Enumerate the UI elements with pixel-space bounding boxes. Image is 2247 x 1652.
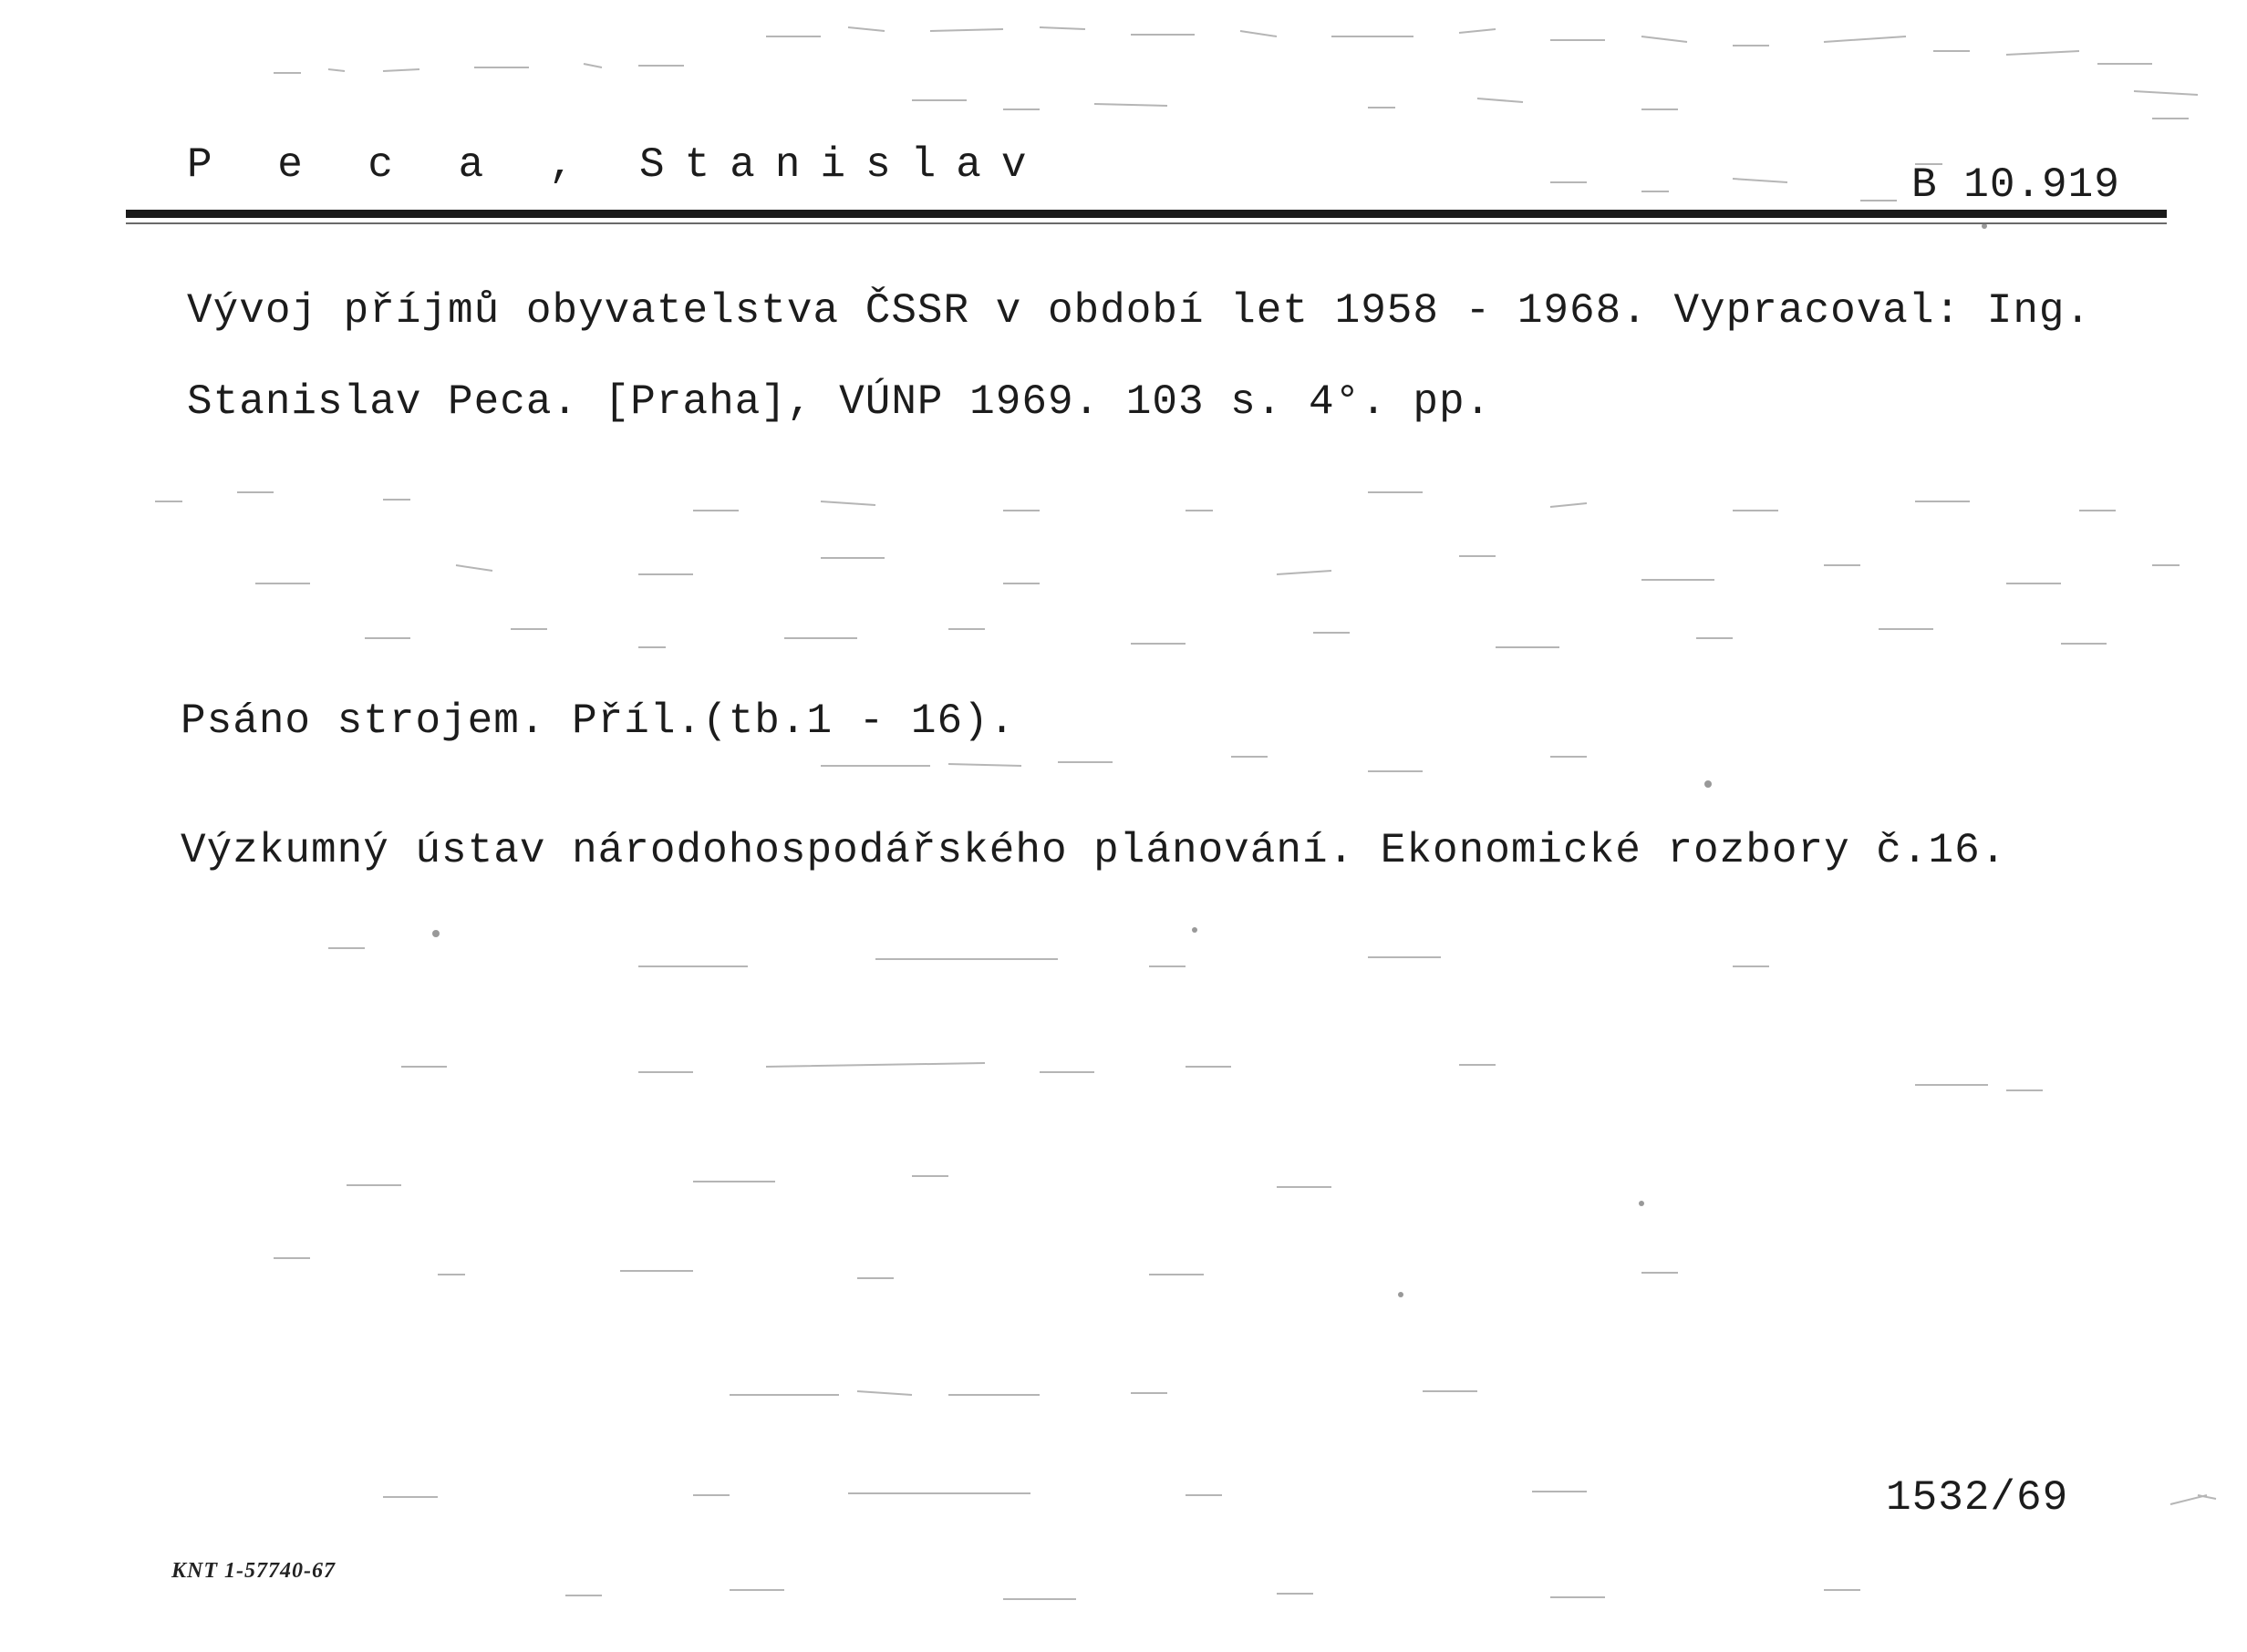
accession-number: 1532/69 <box>1886 1474 2069 1522</box>
footer-code: KNT 1-57740-67 <box>171 1559 336 1583</box>
title-line-2: Stanislav Peca. [Praha], VÚNP 1969. 103 s. 4°. pp. <box>187 378 1492 426</box>
heading-rule <box>126 210 2167 218</box>
heading-rule-underline <box>126 222 2167 224</box>
note-series: Výzkumný ústav národohospodářského plánování. Ekonomické rozbory č.16. <box>181 827 2007 874</box>
note-typescript: Psáno strojem. Příl.(tb.1 - 16). <box>181 697 1016 745</box>
author-heading: P e c a , Stanislav <box>187 141 1047 189</box>
title-line-1: Vývoj příjmů obyvatelstva ČSSR v období let 1958 - 1968. Vypracoval: Ing. <box>187 287 2092 335</box>
call-number: B 10.919 <box>1911 161 2120 209</box>
